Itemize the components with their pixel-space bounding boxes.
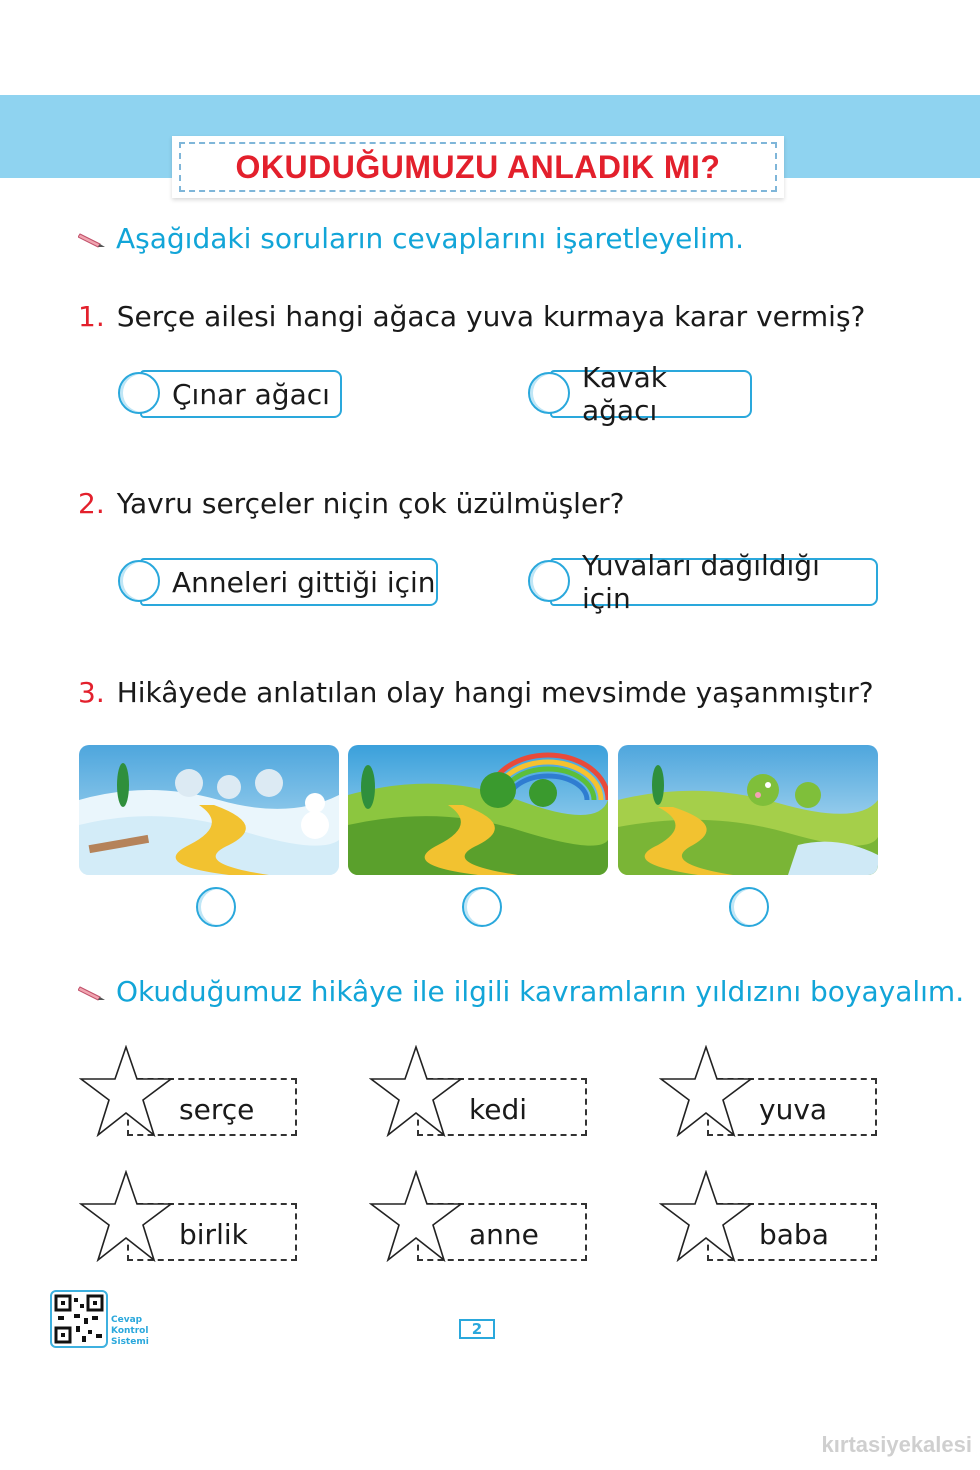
instruction-2-text: Okuduğumuz hikâye ile ilgili kavramların yıldızını boyayalım. [116, 975, 965, 1008]
concept-star-item[interactable] [369, 1170, 599, 1265]
star-icon[interactable] [79, 1170, 174, 1262]
answer-circle[interactable] [118, 372, 160, 414]
question-number: 2. [78, 487, 105, 520]
pencil-icon [78, 230, 106, 248]
concept-star-item[interactable] [369, 1045, 599, 1140]
question-text: Yavru serçeler niçin çok üzülmüşler? [116, 487, 625, 520]
answer-circle[interactable] [528, 372, 570, 414]
concept-word: serçe [179, 1093, 255, 1126]
star-icon[interactable] [79, 1045, 174, 1137]
winter-scene-image [79, 745, 339, 875]
star-icon[interactable] [369, 1045, 464, 1137]
summer-answer-circle[interactable] [462, 887, 502, 927]
question-text: Serçe ailesi hangi ağaca yuva kurmaya karar vermiş? [116, 300, 866, 333]
answer-label: Kavak ağacı [550, 370, 752, 418]
question-number: 3. [78, 676, 105, 709]
page-title: OKUDUĞUMUZU ANLADIK MI? [235, 148, 721, 185]
spring-answer-circle[interactable] [729, 887, 769, 927]
concept-star-item[interactable] [79, 1170, 309, 1265]
winter-answer-circle[interactable] [196, 887, 236, 927]
star-icon[interactable] [659, 1045, 754, 1137]
instruction-2 [78, 975, 964, 1008]
instruction-1-text: Aşağıdaki soruların cevaplarını işaretleyelim. [116, 222, 745, 255]
question-number: 1. [78, 300, 105, 333]
answer-label: Anneleri gittiği için [140, 558, 438, 606]
concept-word: baba [759, 1218, 829, 1251]
concept-star-item[interactable] [659, 1045, 889, 1140]
spring-scene-image [618, 745, 878, 875]
star-icon[interactable] [369, 1170, 464, 1262]
concept-word: kedi [469, 1093, 527, 1126]
question-text: Hikâyede anlatılan olay hangi mevsimde yaşanmıştır? [116, 676, 874, 709]
qr-label: Cevap Kontrol Sistemi [111, 1315, 149, 1347]
concept-word: birlik [179, 1218, 248, 1251]
qr-code-icon[interactable] [50, 1290, 108, 1348]
page-number: 2 [459, 1319, 495, 1339]
answer-label: Yuvaları dağıldığı için [550, 558, 878, 606]
concept-word: anne [469, 1218, 539, 1251]
question-3 [78, 676, 874, 709]
concept-star-item[interactable] [79, 1045, 309, 1140]
instruction-1 [78, 222, 744, 255]
pencil-icon [78, 983, 106, 1001]
star-icon[interactable] [659, 1170, 754, 1262]
question-2 [78, 487, 625, 520]
concept-word: yuva [759, 1093, 828, 1126]
title-box [172, 136, 784, 198]
concept-star-item[interactable] [659, 1170, 889, 1265]
answer-label: Çınar ağacı [140, 370, 342, 418]
answer-circle[interactable] [528, 560, 570, 602]
watermark: kırtasiyekalesi [821, 1432, 972, 1457]
summer-scene-image [348, 745, 608, 875]
answer-circle[interactable] [118, 560, 160, 602]
question-1 [78, 300, 865, 333]
